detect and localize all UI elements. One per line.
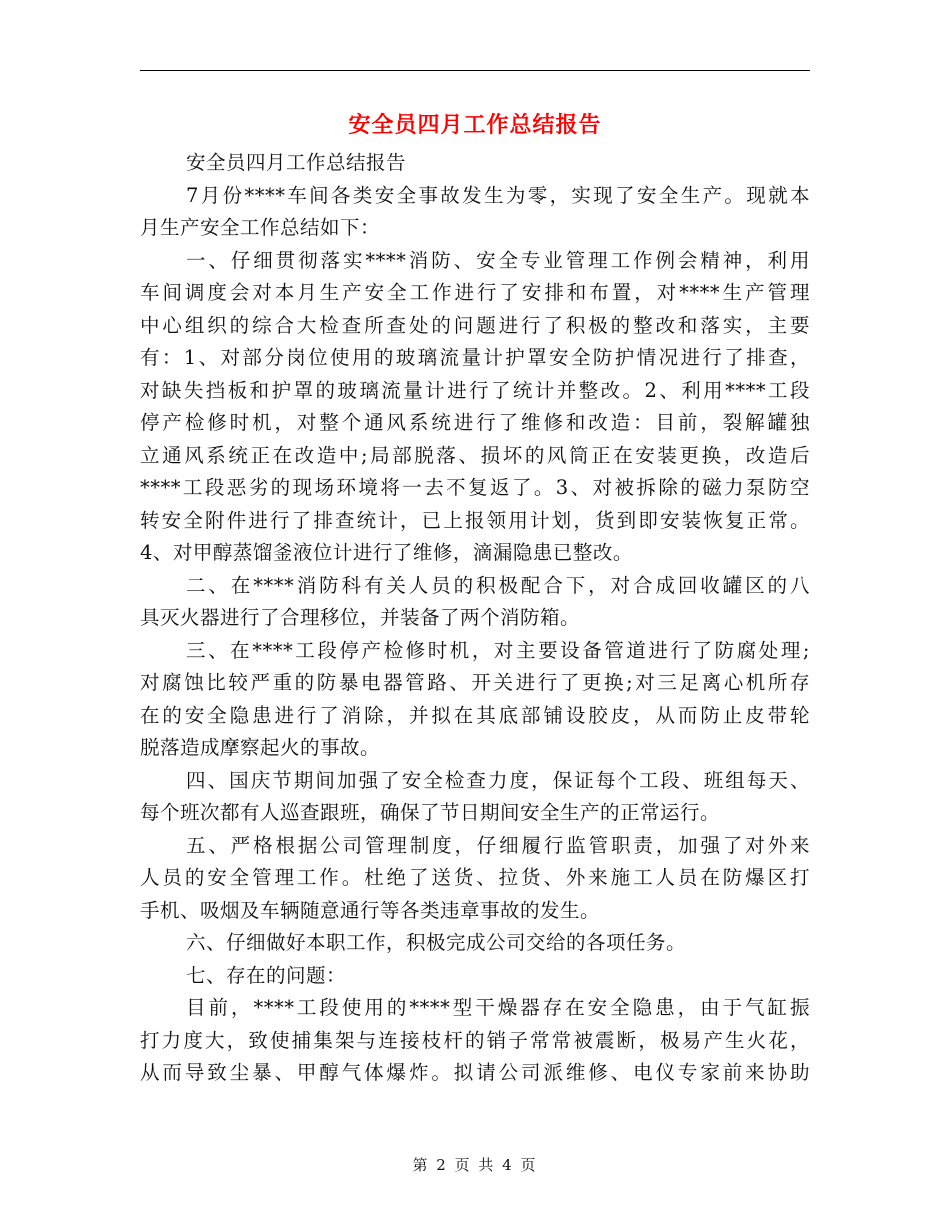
body-line: 一、仔细贯彻落实****消防、安全专业管理工作例会精神，利用 bbox=[186, 248, 810, 272]
page-footer: 第 2 页 共 4 页 bbox=[412, 1156, 538, 1174]
body-line: ****工段恶劣的现场环境将一去不复返了。3、对被拆除的磁力泵防空 bbox=[140, 476, 810, 499]
body-line: 车间调度会对本月生产安全工作进行了安排和布置，对****生产管理 bbox=[140, 281, 810, 304]
body-line: 目前，****工段使用的****型干燥器存在安全隐患，由于气缸振 bbox=[186, 996, 810, 1019]
body-line: 月生产安全工作总结如下： bbox=[140, 216, 381, 239]
body-line: 对腐蚀比较严重的防暴电器管路、开关进行了更换;对三足离心机所存 bbox=[140, 671, 810, 694]
body-line: 七、存在的问题： bbox=[186, 963, 347, 987]
body-line: 转安全附件进行了排查统计，已上报领用计划，货到即安装恢复正常。 bbox=[140, 508, 810, 532]
body-line: 停产检修时机，对整个通风系统进行了维修和改造：目前，裂解罐独 bbox=[140, 411, 810, 434]
body-line: 打力度大，致使捕集架与连接枝杆的销子常常被震断，极易产生火花， bbox=[140, 1028, 810, 1052]
body-line: 脱落造成摩察起火的事故。 bbox=[140, 736, 381, 759]
body-line: 每个班次都有人巡查跟班，确保了节日期间安全生产的正常运行。 bbox=[140, 801, 721, 824]
body-line: 手机、吸烟及车辆随意通行等各类违章事故的发生。 bbox=[140, 898, 601, 922]
header-rule bbox=[140, 70, 810, 71]
body-line: 中心组织的综合大检查所查处的问题进行了积极的整改和落实，主要 bbox=[140, 313, 810, 337]
body-line: 4、对甲醇蒸馏釜液位计进行了维修，滴漏隐患已整改。 bbox=[140, 541, 633, 564]
body-line: 7月份****车间各类安全事故发生为零，实现了安全生产。现就本 bbox=[186, 183, 810, 207]
page-title: 安全员四月工作总结报告 bbox=[348, 113, 602, 138]
body-line: 二、在****消防科有关人员的积极配合下，对合成回收罐区的八 bbox=[186, 573, 810, 597]
body-line: 六、仔细做好本职工作，积极完成公司交给的各项任务。 bbox=[186, 931, 687, 954]
body-line: 从而导致尘暴、甲醇气体爆炸。拟请公司派维修、电仪专家前来协助 bbox=[140, 1061, 810, 1084]
body-line: 在的安全隐患进行了消除，并拟在其底部铺设胶皮，从而防止皮带轮 bbox=[140, 703, 810, 727]
body-line: 人员的安全管理工作。杜绝了送货、拉货、外来施工人员在防爆区打 bbox=[140, 866, 810, 889]
body-line: 有：1、对部分岗位使用的玻璃流量计护罩安全防护情况进行了排查， bbox=[140, 346, 810, 369]
body-line: 三、在****工段停产检修时机，对主要设备管道进行了防腐处理; bbox=[186, 638, 810, 662]
body-line: 五、严格根据公司管理制度，仔细履行监管职责，加强了对外来 bbox=[186, 833, 810, 857]
body-line: 对缺失挡板和护罩的玻璃流量计进行了统计并整改。2、利用****工段 bbox=[140, 378, 810, 402]
body-line: 立通风系统正在改造中;局部脱落、损坏的风筒正在安装更换，改造后 bbox=[140, 443, 810, 467]
body-line: 具灭火器进行了合理移位，并装备了两个消防箱。 bbox=[140, 606, 581, 629]
document-body bbox=[140, 147, 810, 1090]
body-line: 四、国庆节期间加强了安全检查力度，保证每个工段、班组每天、 bbox=[186, 768, 810, 792]
body-line: 安全员四月工作总结报告 bbox=[186, 151, 407, 174]
